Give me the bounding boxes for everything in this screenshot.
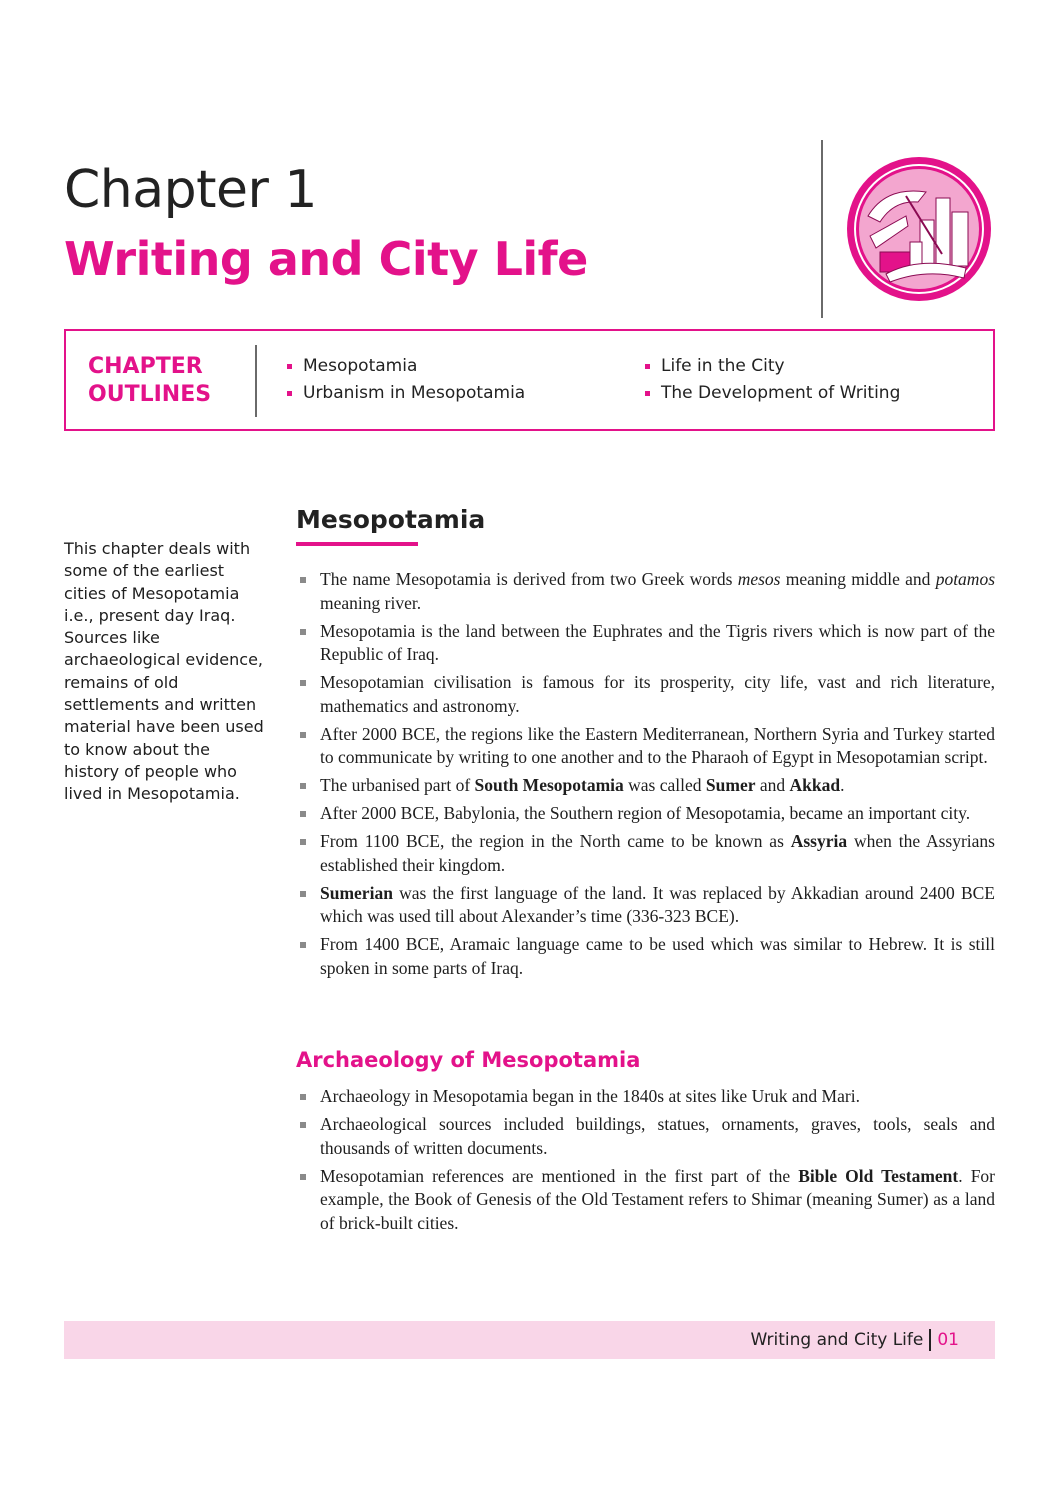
bold-term: Sumerian xyxy=(320,882,393,903)
subsection-title: Archaeology of Mesopotamia xyxy=(296,1048,641,1072)
outline-item: Urbanism in Mesopotamia xyxy=(287,380,525,407)
outline-divider xyxy=(255,345,257,417)
scroll-quill-city-emblem-icon xyxy=(846,156,992,302)
chapter-outlines-heading xyxy=(88,353,211,409)
footer-band xyxy=(64,1321,995,1359)
bullet-item: After 2000 BCE, the regions like the Eastern Mediterranean, Northern Syria and Turkey started to communicate by writing to one another and to the Pharaoh of Egypt in Mesopotamian script. xyxy=(298,723,995,770)
bullet-item: Mesopotamian references are mentioned in the first part of the Bible Old Testament. For example, the Book of Genesis of the Old Testament refers to Shimar (meaning Sumer) as a land of brick-built cities. xyxy=(298,1165,995,1236)
outline-column-right xyxy=(645,353,900,407)
outline-item: Mesopotamia xyxy=(287,353,525,380)
outline-heading-line1: CHAPTER xyxy=(88,354,203,379)
italic-term: mesos xyxy=(737,569,781,589)
bold-term: Assyria xyxy=(790,831,848,851)
chapter-outlines-box xyxy=(64,329,995,431)
footer-running-title: Writing and City Life xyxy=(750,1330,924,1350)
chapter-number: Chapter 1 xyxy=(64,160,318,220)
header-divider xyxy=(821,140,823,318)
bullet-item: From 1100 BCE, the region in the North came to be known as Assyria when the Assyrians established their kingdom. xyxy=(298,830,995,877)
margin-sidenote: This chapter deals with some of the earliest cities of Mesopotamia i.e., present day Iraq. Sources like archaeological evidence, remains of old settlements and written material have been used to know about the history of people who lived in Mesopotamia. xyxy=(64,539,264,804)
footer-page-number: 01 xyxy=(937,1330,959,1350)
section-title-underline xyxy=(296,542,418,546)
outline-item: The Development of Writing xyxy=(645,380,900,407)
chapter-title: Writing and City Life xyxy=(64,232,588,286)
footer-text xyxy=(750,1329,959,1351)
bullet-item: From 1400 BCE, Aramaic language came to be used which was similar to Hebrew. It is still spoken in some parts of Iraq. xyxy=(298,933,995,980)
bullet-item: After 2000 BCE, Babylonia, the Southern region of Mesopotamia, became an important city. xyxy=(298,802,995,826)
bullet-item: Archaeological sources included buildings, statues, ornaments, graves, tools, seals and thousands of written documents. xyxy=(298,1113,995,1160)
bullet-item: Sumerian was the first language of the land. It was replaced by Akkadian around 2400 BCE which was used till about Alexander’s time (336-323 BCE). xyxy=(298,882,995,929)
outline-heading-line2: OUTLINES xyxy=(88,382,212,407)
bullet-item: Mesopotamian civilisation is famous for its prosperity, city life, vast and rich literature, mathematics and astronomy. xyxy=(298,671,995,718)
bullet-item: The name Mesopotamia is derived from two Greek words mesos meaning middle and potamos meaning river. xyxy=(298,568,995,615)
bold-term: Bible Old Testament xyxy=(798,1165,959,1186)
outline-column-left xyxy=(287,353,525,407)
footer-separator xyxy=(929,1329,931,1351)
bold-term: Akkad xyxy=(789,775,841,795)
bullet-item: The urbanised part of South Mesopotamia was called Sumer and Akkad. xyxy=(298,774,995,798)
bold-term: South Mesopotamia xyxy=(474,775,624,795)
section-bullet-list xyxy=(298,568,995,985)
outline-item: Life in the City xyxy=(645,353,900,380)
bullet-item: Archaeology in Mesopotamia began in the 1840s at sites like Uruk and Mari. xyxy=(298,1085,995,1109)
bullet-item: Mesopotamia is the land between the Euphrates and the Tigris rivers which is now part of the Republic of Iraq. xyxy=(298,620,995,667)
bold-term: Sumer xyxy=(705,775,756,795)
italic-term: potamos xyxy=(935,569,995,589)
subsection-bullet-list xyxy=(298,1085,995,1240)
section-title: Mesopotamia xyxy=(296,505,486,534)
